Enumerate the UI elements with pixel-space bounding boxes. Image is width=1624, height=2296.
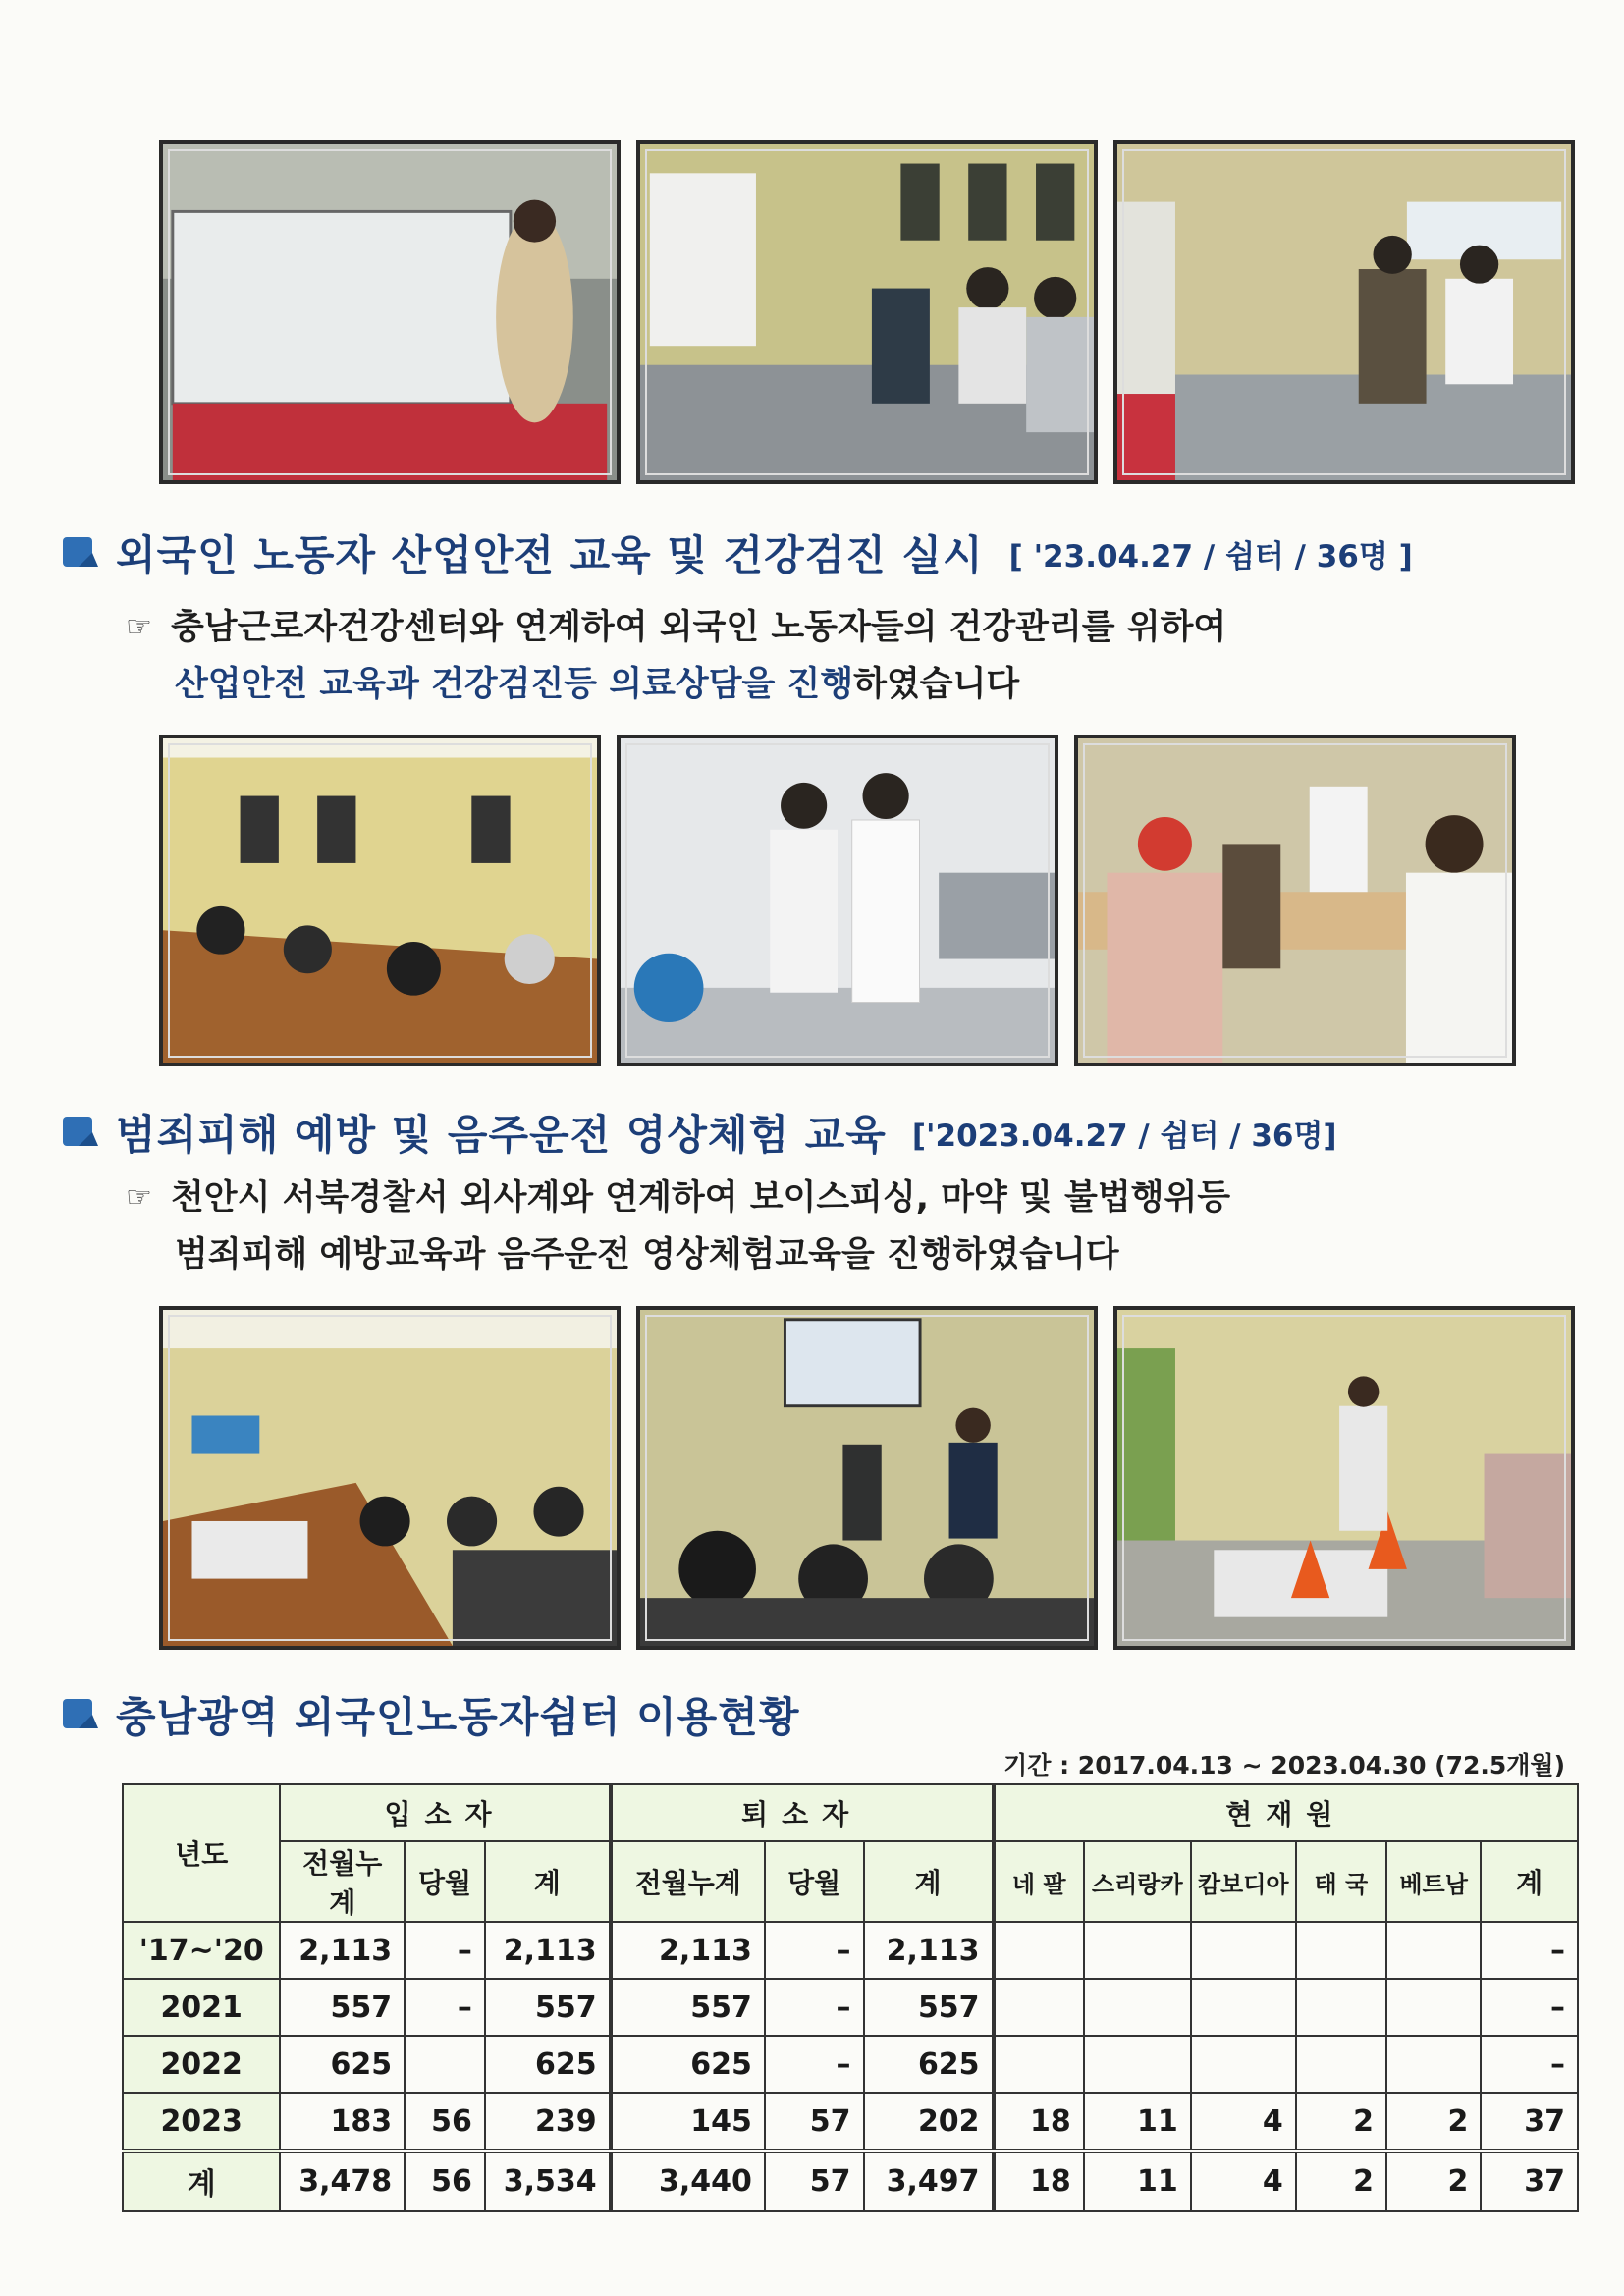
header-country-nepal: 네 팔	[994, 1841, 1084, 1922]
cell: 625	[485, 2036, 611, 2093]
header-admit-cumulative: 전월누계	[280, 1841, 405, 1922]
cell: 2,113	[611, 1922, 765, 1979]
cell: –	[765, 1922, 864, 1979]
bullet-square-icon	[61, 1113, 100, 1152]
section-heading-usage-status	[61, 1685, 799, 1744]
section-heading-safety-education	[61, 523, 1413, 582]
photo-drunk-driving-simulation	[1113, 1306, 1575, 1650]
desc-line-2: 범죄피해 예방교육과 음주운전 영상체험교육을 진행하였습니다	[175, 1235, 1119, 1275]
cell: –	[1481, 1922, 1578, 1979]
photo-workers-seated-2	[1113, 140, 1575, 484]
table-row	[123, 1979, 1578, 2036]
header-country-cambodia: 캄보디아	[1191, 1841, 1296, 1922]
cell	[1296, 1979, 1386, 2036]
cell: 4	[1191, 2093, 1296, 2151]
section-meta: [ '23.04.27 / 쉼터 / 36명 ]	[1008, 538, 1413, 574]
cell	[1084, 2036, 1191, 2093]
header-country-vietnam: 베트남	[1386, 1841, 1481, 1922]
section-meta: ['2023.04.27 / 쉼터 / 36명]	[911, 1118, 1337, 1154]
cell: 3,440	[611, 2151, 765, 2211]
photo-row-3	[159, 1306, 1575, 1650]
photo-row-2	[159, 735, 1516, 1066]
cell	[1296, 1922, 1386, 1979]
cell: –	[765, 2036, 864, 2093]
section-title: 외국인 노동자 산업안전 교육 및 건강검진 실시	[116, 531, 984, 579]
cell	[1386, 1922, 1481, 1979]
usage-status-table	[122, 1783, 1579, 2212]
header-group-leave: 퇴소자	[611, 1784, 994, 1841]
section-description-safety	[126, 599, 1226, 713]
cell: 625	[280, 2036, 405, 2093]
cell	[994, 1979, 1084, 2036]
table-total-row	[123, 2151, 1578, 2211]
cell: 37	[1481, 2093, 1578, 2151]
header-group-admit: 입소자	[280, 1784, 610, 1841]
cell: 2	[1386, 2093, 1481, 2151]
photo-police-officer-speaking	[636, 1306, 1098, 1650]
cell	[994, 1922, 1084, 1979]
cell: 2,113	[864, 1922, 994, 1979]
cell-year: 계	[123, 2151, 280, 2211]
cell: 3,478	[280, 2151, 405, 2211]
cell: 4	[1191, 2151, 1296, 2211]
photo-police-lecture-hall	[159, 1306, 621, 1650]
cell: 2,113	[485, 1922, 611, 1979]
period-label: 기간 : 2017.04.13 ~ 2023.04.30 (72.5개월)	[1003, 1751, 1565, 1779]
bullet-square-icon	[61, 1695, 100, 1734]
table-row	[123, 2093, 1578, 2151]
cell: –	[405, 1979, 485, 2036]
header-year: 년도	[123, 1784, 280, 1922]
cell	[1191, 1922, 1296, 1979]
cell: 2	[1386, 2151, 1481, 2211]
header-admit-total: 계	[485, 1841, 611, 1922]
cell-year: '17~'20	[123, 1922, 280, 1979]
cell: –	[1481, 2036, 1578, 2093]
photo-blood-pressure-check	[1074, 735, 1516, 1066]
cell: 625	[864, 2036, 994, 2093]
pointing-hand-icon: ☞	[126, 1180, 152, 1215]
cell	[1386, 1979, 1481, 2036]
cell: 557	[864, 1979, 994, 2036]
header-leave-cumulative: 전월누계	[611, 1841, 765, 1922]
cell: –	[1481, 1979, 1578, 2036]
cell-year: 2021	[123, 1979, 280, 2036]
section-heading-crime-prevention	[61, 1103, 1337, 1162]
cell: 183	[280, 2093, 405, 2151]
desc-line-2-highlight: 산업안전 교육과 건강검진등 의료상담을 진행	[175, 665, 854, 704]
bullet-square-icon	[61, 533, 100, 573]
cell: 2,113	[280, 1922, 405, 1979]
cell: 57	[765, 2151, 864, 2211]
desc-line-1: 천안시 서북경찰서 외사계와 연계하여 보이스피싱, 마약 및 불법행위등	[171, 1178, 1231, 1218]
header-country-thailand: 태 국	[1296, 1841, 1386, 1922]
pointing-hand-icon: ☞	[126, 610, 152, 644]
cell: 557	[485, 1979, 611, 2036]
photo-lecture-hall	[159, 735, 601, 1066]
cell-year: 2022	[123, 2036, 280, 2093]
cell	[1191, 1979, 1296, 2036]
cell: 557	[611, 1979, 765, 2036]
cell: –	[405, 1922, 485, 1979]
header-group-current: 현재원	[994, 1784, 1578, 1841]
cell: 3,534	[485, 2151, 611, 2211]
section-title: 충남광역 외국인노동자쉼터 이용현황	[116, 1693, 800, 1741]
cell: 37	[1481, 2151, 1578, 2211]
cell: 3,497	[864, 2151, 994, 2211]
header-leave-total: 계	[864, 1841, 994, 1922]
cell: 57	[765, 2093, 864, 2151]
cell: 11	[1084, 2093, 1191, 2151]
header-country-srilanka: 스리랑카	[1084, 1841, 1191, 1922]
cell: 18	[994, 2093, 1084, 2151]
header-admit-month: 당월	[405, 1841, 485, 1922]
desc-line-1: 충남근로자건강센터와 연계하여 외국인 노동자들의 건강관리를 위하여	[171, 608, 1227, 647]
cell: 2	[1296, 2093, 1386, 2151]
cell-year: 2023	[123, 2093, 280, 2151]
cell: 145	[611, 2093, 765, 2151]
cell	[1084, 1979, 1191, 2036]
cell: 202	[864, 2093, 994, 2151]
cell	[1296, 2036, 1386, 2093]
cell: 239	[485, 2093, 611, 2151]
table-row	[123, 1922, 1578, 1979]
cell	[1386, 2036, 1481, 2093]
cell	[1191, 2036, 1296, 2093]
cell	[1084, 1922, 1191, 1979]
cell: 557	[280, 1979, 405, 2036]
section-title: 범죄피해 예방 및 음주운전 영상체험 교육	[116, 1111, 887, 1159]
photo-workers-seated-1	[636, 140, 1098, 484]
photo-health-checkup	[617, 735, 1058, 1066]
cell: 56	[405, 2151, 485, 2211]
photo-classroom-whiteboard	[159, 140, 621, 484]
cell: –	[765, 1979, 864, 2036]
section-description-crime	[126, 1170, 1230, 1284]
cell	[994, 2036, 1084, 2093]
header-current-total: 계	[1481, 1841, 1578, 1922]
cell: 18	[994, 2151, 1084, 2211]
desc-line-2-rest: 하였습니다	[853, 665, 1020, 704]
cell: 625	[611, 2036, 765, 2093]
photo-row-1	[159, 140, 1575, 484]
cell: 2	[1296, 2151, 1386, 2211]
table-row	[123, 2036, 1578, 2093]
cell: 56	[405, 2093, 485, 2151]
cell: 11	[1084, 2151, 1191, 2211]
cell	[405, 2036, 485, 2093]
header-leave-month: 당월	[765, 1841, 864, 1922]
